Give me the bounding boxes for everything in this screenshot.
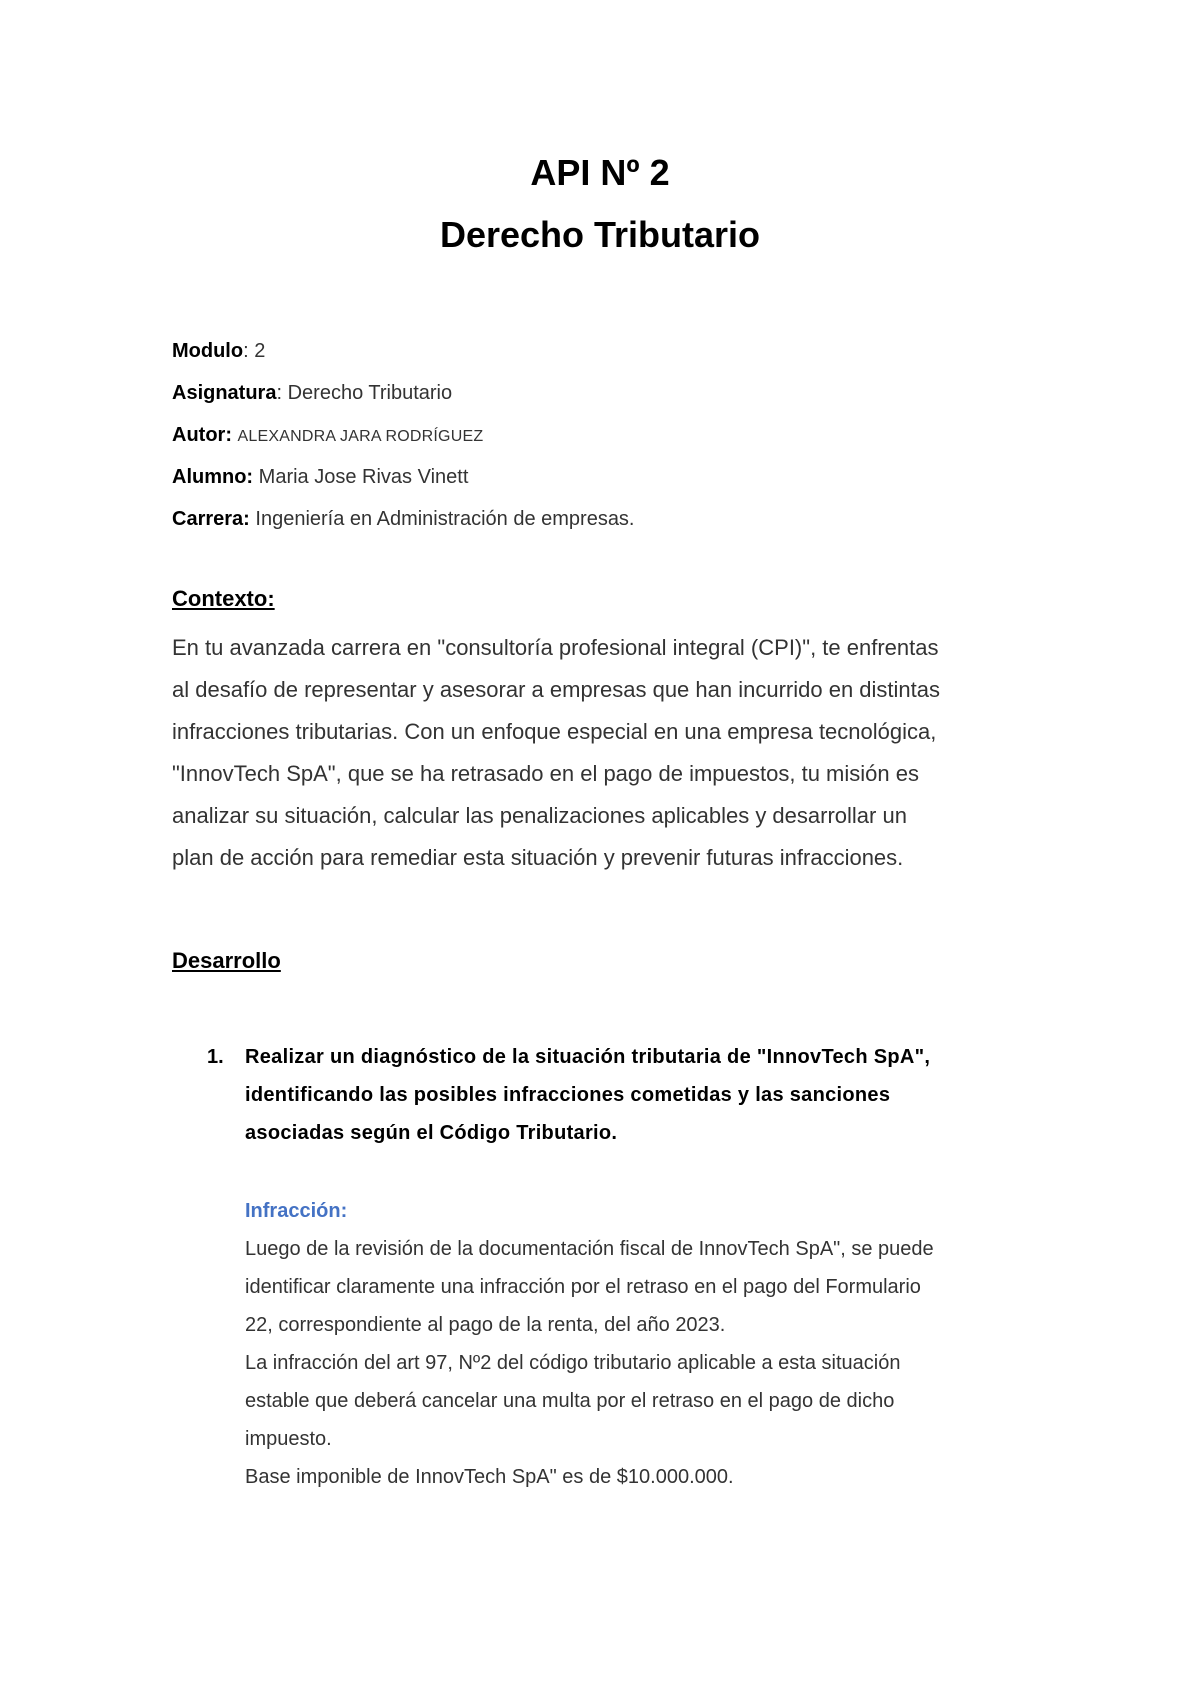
meta-key: Alumno: xyxy=(172,466,254,488)
question-line: Realizar un diagnóstico de la situación tributaria de "InnovTech SpA", xyxy=(245,1046,931,1068)
list-item xyxy=(207,1038,1047,1496)
answer-line: 22, correspondiente al pago de la renta, del año 2023. xyxy=(245,1314,726,1336)
answer-text xyxy=(245,1230,1047,1496)
document-title xyxy=(0,142,1200,266)
meta-key: Modulo xyxy=(172,340,244,362)
meta-autor xyxy=(172,414,635,456)
meta-key: Asignatura xyxy=(172,382,277,404)
document-metadata xyxy=(172,330,635,540)
meta-key: Carrera: xyxy=(172,508,250,530)
desarrollo-heading: Desarrollo xyxy=(172,948,281,973)
answer-line: identificar claramente una infracción por el retraso en el pago del Formulario xyxy=(245,1276,921,1298)
meta-asignatura xyxy=(172,372,635,414)
meta-value: ALEXANDRA JARA RODRÍGUEZ xyxy=(237,428,484,445)
contexto-heading: Contexto: xyxy=(172,586,275,611)
answer-line: Luego de la revisión de la documentación fiscal de InnovTech SpA", se puede xyxy=(245,1238,934,1260)
meta-key: Autor: xyxy=(172,424,232,446)
question-text xyxy=(245,1038,1047,1152)
meta-sep: : xyxy=(243,340,255,362)
contexto-paragraph xyxy=(172,627,1052,879)
paragraph-line: analizar su situación, calcular las penalizaciones aplicables y desarrollar un xyxy=(172,803,907,828)
title-line-2: Derecho Tributario xyxy=(439,214,761,255)
meta-value: Maria Jose Rivas Vinett xyxy=(258,466,469,488)
meta-sep: : xyxy=(276,382,288,404)
meta-value: Ingeniería en Administración de empresas. xyxy=(255,508,635,530)
desarrollo-list xyxy=(207,1038,1047,1496)
paragraph-line: al desafío de representar y asesorar a empresas que han incurrido en distintas xyxy=(172,677,940,702)
paragraph-line: "InnovTech SpA", que se ha retrasado en el pago de impuestos, tu misión es xyxy=(172,761,919,786)
infraccion-heading: Infracción: xyxy=(245,1200,348,1222)
meta-value: 2 xyxy=(254,340,266,362)
paragraph-line: infracciones tributarias. Con un enfoque especial en una empresa tecnológica, xyxy=(172,719,937,744)
answer-line: estable que deberá cancelar una multa por el retraso en el pago de dicho xyxy=(245,1390,895,1412)
title-line-1: API Nº 2 xyxy=(530,152,670,193)
question-line: asociadas según el Código Tributario. xyxy=(245,1122,618,1144)
paragraph-line: plan de acción para remediar esta situación y prevenir futuras infracciones. xyxy=(172,845,904,870)
meta-alumno xyxy=(172,456,635,498)
meta-modulo xyxy=(172,330,635,372)
list-item-number: 1. xyxy=(207,1046,224,1068)
answer-line: Base imponible de InnovTech SpA" es de $10.000.000. xyxy=(245,1466,734,1488)
paragraph-line: En tu avanzada carrera en "consultoría profesional integral (CPI)", te enfrentas xyxy=(172,635,939,660)
meta-carrera xyxy=(172,498,635,540)
answer-line: impuesto. xyxy=(245,1428,332,1450)
answer-line: La infracción del art 97, Nº2 del código tributario aplicable a esta situación xyxy=(245,1352,901,1374)
meta-value: Derecho Tributario xyxy=(287,382,453,404)
question-line: identificando las posibles infracciones cometidas y las sanciones xyxy=(245,1084,891,1106)
